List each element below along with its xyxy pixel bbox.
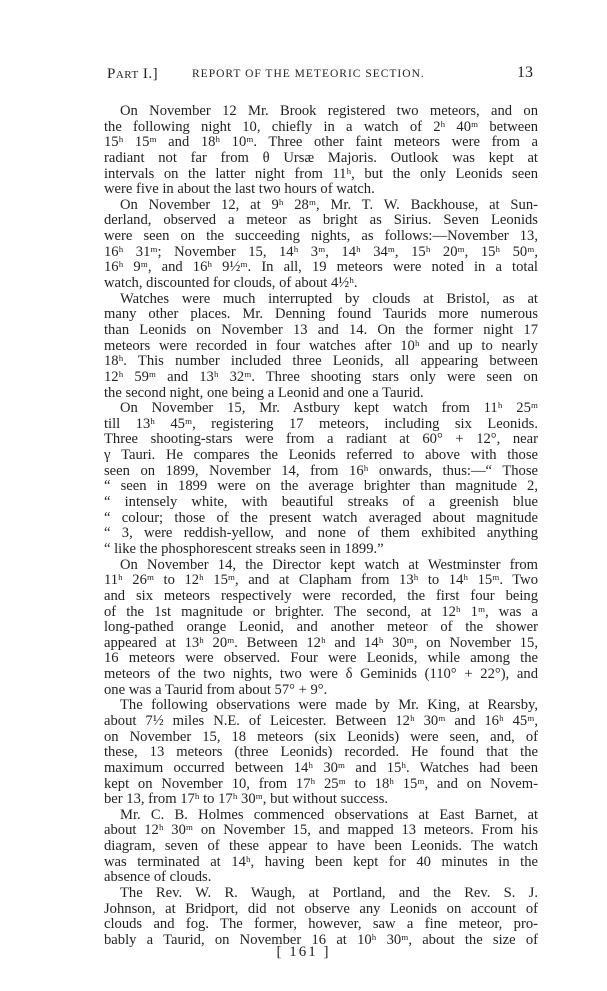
text-line: 16 meteors were observed. Four were Leonids, while among the (104, 651, 538, 667)
text-line: on November 15, 18 meteors (six Leonids) were seen, and, of (104, 729, 538, 745)
text-line: long-pathed orange Leonid, and another meteor of the shower (104, 620, 538, 636)
text-line: bably a Taurid, on November 16 at 10ʰ 30ᵐ, about the size of (104, 932, 538, 948)
paragraph (104, 401, 538, 557)
text-line: The Rev. W. R. Waugh, at Portland, and the Rev. S. J. (120, 886, 538, 902)
text-line: 15ʰ 15ᵐ and 18ʰ 10ᵐ. Three other faint meteors were from a (104, 135, 538, 151)
text-line: than Leonids on November 13 and 14. On the former night 17 (104, 322, 538, 338)
text-line: 16ʰ 31ᵐ; November 15, 14ʰ 3ᵐ, 14ʰ 34ᵐ, 15ʰ 20ᵐ, 15ʰ 50ᵐ, (104, 244, 538, 260)
body-text (104, 104, 538, 949)
text-line: On November 12 Mr. Brook registered two meteors, and on (120, 104, 538, 119)
text-line: appeared at 13ʰ 20ᵐ. Between 12ʰ and 14ʰ 30ᵐ, on November 15, (104, 635, 538, 651)
part-label: Part I.] (107, 66, 159, 82)
section-title: REPORT OF THE METEORIC SECTION. (192, 68, 425, 80)
text-line: “ intensely white, with beautiful streaks of a greenish blue (104, 495, 538, 511)
text-line: 11ʰ 26ᵐ to 12ʰ 15ᵐ, and at Clapham from 13ʰ to 14ʰ 15ᵐ. Two (104, 573, 538, 589)
paragraph (104, 198, 538, 292)
text-line: “ like the phosphorescent streaks seen in 1899.” (104, 541, 384, 557)
text-line: On November 14, the Director kept watch at Westminster from (120, 557, 538, 573)
text-line: till 13ʰ 45ᵐ, registering 17 meteors, including six Leonids. (104, 416, 538, 432)
text-line: 12ʰ 59ᵐ and 13ʰ 32ᵐ. Three shooting stars only were seen on (104, 369, 538, 385)
text-line: were seen on the succeeding nights, as follows:—November 13, (104, 229, 538, 245)
text-line: absence of clouds. (104, 870, 212, 886)
text-line: γ Tauri. He compares the Leonids referred to above with those (104, 448, 538, 464)
text-line: watch, discounted for clouds, of about 4½ʰ. (104, 276, 358, 292)
text-line: one was a Taurid from about 57° + 9°. (104, 682, 328, 698)
text-line: and six meteors respectively were recorded, the first four being (104, 588, 538, 604)
text-line: about 7½ miles N.E. of Leicester. Between 12ʰ 30ᵐ and 16ʰ 45ᵐ, (104, 713, 538, 729)
text-line: clouds and fog. The former, however, saw a fine meteor, pro- (104, 917, 538, 933)
text-line: “ 3, were reddish-yellow, and none of them exhibited anything (104, 526, 538, 542)
text-line: radiant not far from θ Ursæ Majoris. Outlook was kept at (104, 150, 538, 166)
text-line: diagram, seven of these appear to have been Leonids. The watch (104, 839, 538, 855)
text-line: 16ʰ 9ᵐ, and 16ʰ 9½ᵐ. In all, 19 meteors were noted in a total (104, 260, 538, 276)
paragraph (104, 886, 538, 949)
running-header (107, 66, 533, 86)
footer-page-label: [ 161 ] (276, 944, 331, 960)
text-line: Mr. C. B. Holmes commenced observations at East Barnet, at (120, 807, 538, 823)
text-line: many other places. Mr. Denning found Taurids more numerous (104, 307, 538, 323)
page-number: 13 (517, 64, 533, 81)
paragraph (104, 808, 538, 886)
text-line: Johnson, at Bridport, did not observe any Leonids on account of (104, 901, 538, 917)
text-line: about 12ʰ 30ᵐ on November 15, and mapped 13 meteors. From his (104, 823, 538, 839)
text-line: maximum occurred between 14ʰ 30ᵐ and 15ʰ. Watches had been (104, 760, 538, 776)
paragraph (104, 104, 538, 198)
text-line: “ colour; those of the present watch averaged about magnitude (104, 510, 538, 526)
text-line: intervals on the latter night from 11ʰ, but the only Leonids seen (104, 166, 538, 182)
text-line: Watches were much interrupted by clouds at Bristol, as at (120, 291, 538, 307)
text-line: ber 13, from 17ʰ to 17ʰ 30ᵐ, but without success. (104, 792, 389, 808)
text-line: seen on 1899, November 14, from 16ʰ onwards, thus:—“ Those (104, 463, 538, 479)
text-line: the second night, one being a Leonid and one a Taurid. (104, 385, 424, 401)
text-line: The following observations were made by Mr. King, at Rearsby, (120, 698, 538, 714)
paragraph (104, 698, 538, 807)
paragraph (104, 292, 538, 401)
text-line: derland, observed a meteor as bright as Sirius. Seven Leonids (104, 213, 538, 229)
text-line: meteors were recorded in four watches after 10ʰ and up to nearly (104, 338, 538, 354)
text-line: 18ʰ. This number included three Leonids, all appearing between (104, 354, 538, 370)
text-line: “ seen in 1899 were on the average brighter than magnitude 2, (104, 479, 538, 495)
text-line: was terminated at 14ʰ, having been kept for 40 minutes in the (104, 854, 538, 870)
text-line: Three shooting-stars were from a radiant at 60° + 12°, near (104, 432, 538, 448)
text-line: On November 15, Mr. Astbury kept watch from 11ʰ 25ᵐ (120, 401, 538, 417)
paragraph (104, 558, 538, 699)
text-line: On November 12, at 9ʰ 28ᵐ, Mr. T. W. Backhouse, at Sun- (120, 197, 538, 213)
text-line: meteors of the two nights, two were δ Geminids (110° + 22°), and (104, 667, 538, 683)
text-line: these, 13 meteors (three Leonids) recorded. He found that the (104, 745, 538, 761)
text-line: kept on November 10, from 17ʰ 25ᵐ to 18ʰ 15ᵐ, and on Novem- (104, 776, 538, 792)
text-line: the following night 10, chiefly in a watch of 2ʰ 40ᵐ between (104, 119, 538, 135)
text-line: of the 1st magnitude or brighter. The second, at 12ʰ 1ᵐ, was a (104, 604, 538, 620)
text-line: were five in about the last two hours of watch. (104, 182, 375, 198)
